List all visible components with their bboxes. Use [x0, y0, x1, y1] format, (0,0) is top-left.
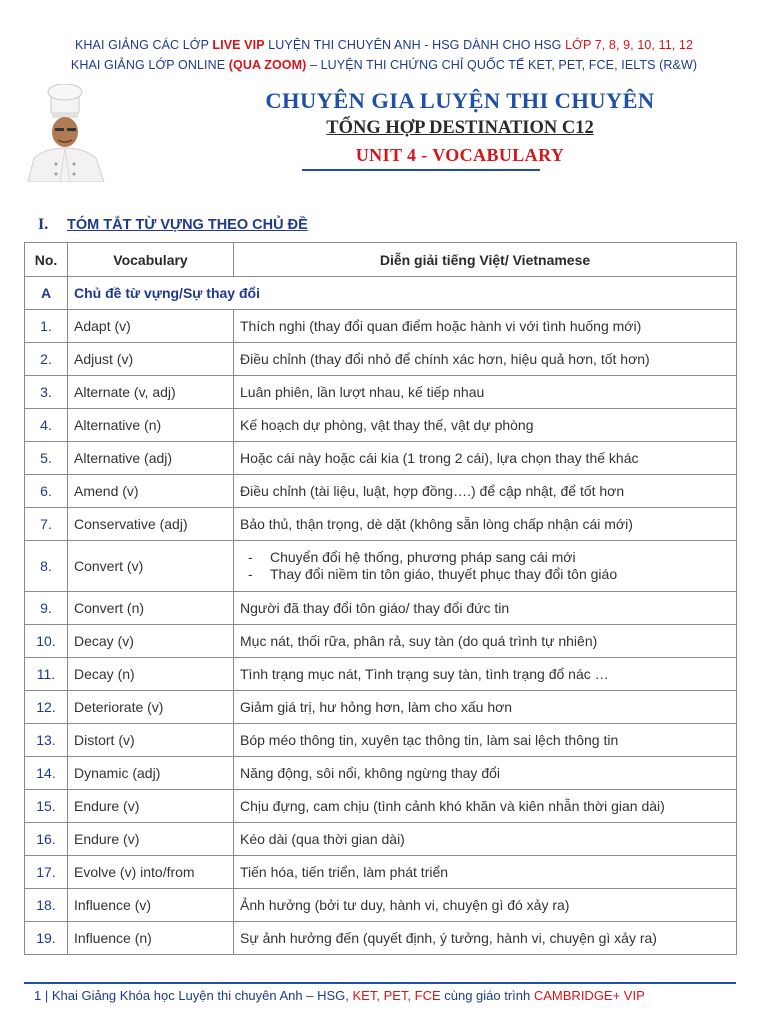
announcement-line-1 — [0, 38, 768, 52]
row-number: 1. — [25, 310, 68, 343]
vocabulary-word: Endure (v) — [68, 823, 234, 856]
footer-divider — [24, 982, 736, 984]
announcement-text: KHAI GIẢNG CÁC LỚP — [74, 38, 213, 52]
row-number: 19. — [25, 922, 68, 955]
vietnamese-meaning: Bảo thủ, thận trọng, dè dặt (không sẵn lòng chấp nhận cái mới) — [234, 508, 737, 541]
section-heading — [38, 216, 308, 234]
table-header-row — [25, 243, 737, 277]
meaning-list-item: - Thay đổi niềm tin tôn giáo, thuyết phục thay đổi tôn giáo — [240, 566, 730, 583]
table-row — [25, 625, 737, 658]
vietnamese-meaning: Chịu đựng, cam chịu (tình cảnh khó khăn và kiên nhẫn thời gian dài) — [234, 790, 737, 823]
section-title: TÓM TẮT TỪ VỰNG THEO CHỦ ĐỀ — [67, 217, 308, 233]
footer-cambridge-highlight: CAMBRIDGE+ VIP — [533, 988, 645, 1003]
section-number: I. — [38, 216, 49, 233]
vocabulary-word: Alternative (adj) — [68, 442, 234, 475]
row-number: 2. — [25, 343, 68, 376]
header-no: No. — [25, 243, 68, 277]
vietnamese-meaning: Điều chỉnh (tài liệu, luật, hợp đồng….) để cập nhật, để tốt hơn — [234, 475, 737, 508]
row-number: 17. — [25, 856, 68, 889]
grades-highlight: LỚP 7, 8, 9, 10, 11, 12 — [565, 38, 694, 52]
title-underline — [302, 169, 540, 171]
vocabulary-word: Dynamic (adj) — [68, 757, 234, 790]
unit-title: UNIT 4 - VOCABULARY — [355, 145, 565, 165]
row-number: 12. — [25, 691, 68, 724]
table-row — [25, 508, 737, 541]
vocabulary-word: Adapt (v) — [68, 310, 234, 343]
row-number: 11. — [25, 658, 68, 691]
vocabulary-word: Decay (v) — [68, 625, 234, 658]
table-row — [25, 691, 737, 724]
row-number: 16. — [25, 823, 68, 856]
live-vip-highlight: LIVE VIP — [212, 38, 265, 52]
table-row — [25, 889, 737, 922]
page-title: CHUYÊN GIA LUYỆN THI CHUYÊN — [265, 88, 655, 113]
group-letter: A — [25, 277, 68, 310]
row-number: 18. — [25, 889, 68, 922]
vocabulary-word: Influence (v) — [68, 889, 234, 922]
row-number: 5. — [25, 442, 68, 475]
footer-separator: | — [41, 988, 52, 1003]
footer-text: cùng giáo trình — [440, 988, 534, 1003]
announcement-text: KHAI GIẢNG LỚP ONLINE — [70, 58, 229, 72]
vietnamese-meaning: Mục nát, thối rữa, phân rả, suy tàn (do quá trình tự nhiên) — [234, 625, 737, 658]
announcement-line-2 — [0, 58, 768, 72]
table-row — [25, 376, 737, 409]
table-row — [25, 823, 737, 856]
group-row — [25, 277, 737, 310]
vocabulary-word: Convert (n) — [68, 592, 234, 625]
vietnamese-meaning — [234, 541, 737, 592]
vietnamese-meaning: Ảnh hưởng (bởi tư duy, hành vi, chuyện gì đó xảy ra) — [234, 889, 737, 922]
header-vocabulary: Vocabulary — [68, 243, 234, 277]
vocabulary-table — [24, 242, 737, 955]
row-number: 4. — [25, 409, 68, 442]
vocabulary-word: Conservative (adj) — [68, 508, 234, 541]
row-number: 8. — [25, 541, 68, 592]
vietnamese-meaning: Hoặc cái này hoặc cái kia (1 trong 2 cái), lựa chọn thay thế khác — [234, 442, 737, 475]
group-title: Chủ đề từ vựng/Sự thay đổi — [68, 277, 737, 310]
page-subtitle — [180, 118, 740, 139]
row-number: 13. — [25, 724, 68, 757]
footer-exams-highlight: KET, PET, FCE — [352, 988, 441, 1003]
vietnamese-meaning: Giảm giá trị, hư hỏng hơn, làm cho xấu hơn — [234, 691, 737, 724]
vocabulary-word: Convert (v) — [68, 541, 234, 592]
vietnamese-meaning: Người đã thay đổi tôn giáo/ thay đổi đức tin — [234, 592, 737, 625]
vocabulary-word: Adjust (v) — [68, 343, 234, 376]
row-number: 15. — [25, 790, 68, 823]
vietnamese-meaning: Tình trạng mục nát, Tình trạng suy tàn, tình trạng đổ nác … — [234, 658, 737, 691]
row-number: 14. — [25, 757, 68, 790]
vietnamese-meaning: Tiến hóa, tiến triển, làm phát triển — [234, 856, 737, 889]
table-row — [25, 442, 737, 475]
header-meaning: Diễn giải tiếng Việt/ Vietnamese — [234, 243, 737, 277]
meaning-list-item: - Chuyển đổi hệ thống, phương pháp sang cái mới — [240, 549, 730, 566]
chef-avatar-image — [24, 84, 108, 182]
vocabulary-word: Alternate (v, adj) — [68, 376, 234, 409]
table-row — [25, 409, 737, 442]
table-row — [25, 541, 737, 592]
vietnamese-meaning: Năng động, sôi nổi, không ngừng thay đổi — [234, 757, 737, 790]
row-number: 6. — [25, 475, 68, 508]
vietnamese-meaning: Bóp méo thông tin, xuyên tạc thông tin, làm sai lệch thông tin — [234, 724, 737, 757]
table-row — [25, 658, 737, 691]
subtitle-text: TỔNG HỢP DESTINATION C12 — [326, 118, 594, 138]
vocabulary-word: Decay (n) — [68, 658, 234, 691]
page-number: 1 — [34, 988, 42, 1003]
table-row — [25, 922, 737, 955]
vocabulary-word: Amend (v) — [68, 475, 234, 508]
table-row — [25, 856, 737, 889]
vietnamese-meaning: Kéo dài (qua thời gian dài) — [234, 823, 737, 856]
meaning-list — [240, 549, 730, 583]
vietnamese-meaning: Sự ảnh hưởng đến (quyết định, ý tưởng, hành vi, chuyện gì xảy ra) — [234, 922, 737, 955]
vietnamese-meaning: Điều chỉnh (thay đổi nhỏ để chính xác hơn, hiệu quả hơn, tốt hơn) — [234, 343, 737, 376]
row-number: 9. — [25, 592, 68, 625]
footer-text: Khai Giảng Khóa học Luyện thi chuyên Anh – HSG, — [51, 988, 353, 1003]
row-number: 10. — [25, 625, 68, 658]
announcement-text: LUYỆN THI CHUYÊN ANH - HSG DÀNH CHO HSG — [264, 38, 566, 52]
row-number: 3. — [25, 376, 68, 409]
vocabulary-word: Endure (v) — [68, 790, 234, 823]
footer — [34, 988, 645, 1003]
vietnamese-meaning: Thích nghi (thay đổi quan điểm hoặc hành vi với tình huống mới) — [234, 310, 737, 343]
table-row — [25, 343, 737, 376]
table-row — [25, 475, 737, 508]
vocabulary-word: Distort (v) — [68, 724, 234, 757]
table-row — [25, 592, 737, 625]
vocabulary-word: Evolve (v) into/from — [68, 856, 234, 889]
table-row — [25, 724, 737, 757]
announcement-text: – LUYỆN THI CHỨNG CHỈ QUỐC TẾ KET, PET, FCE, IELTS (R&W) — [306, 58, 698, 72]
vietnamese-meaning: Kế hoạch dự phòng, vật thay thế, vật dự phòng — [234, 409, 737, 442]
vocabulary-word: Alternative (n) — [68, 409, 234, 442]
table-row — [25, 757, 737, 790]
zoom-highlight: (QUA ZOOM) — [228, 58, 307, 72]
table-row — [25, 790, 737, 823]
vocabulary-word: Influence (n) — [68, 922, 234, 955]
vocabulary-word: Deteriorate (v) — [68, 691, 234, 724]
table-row — [25, 310, 737, 343]
row-number: 7. — [25, 508, 68, 541]
vietnamese-meaning: Luân phiên, lần lượt nhau, kế tiếp nhau — [234, 376, 737, 409]
